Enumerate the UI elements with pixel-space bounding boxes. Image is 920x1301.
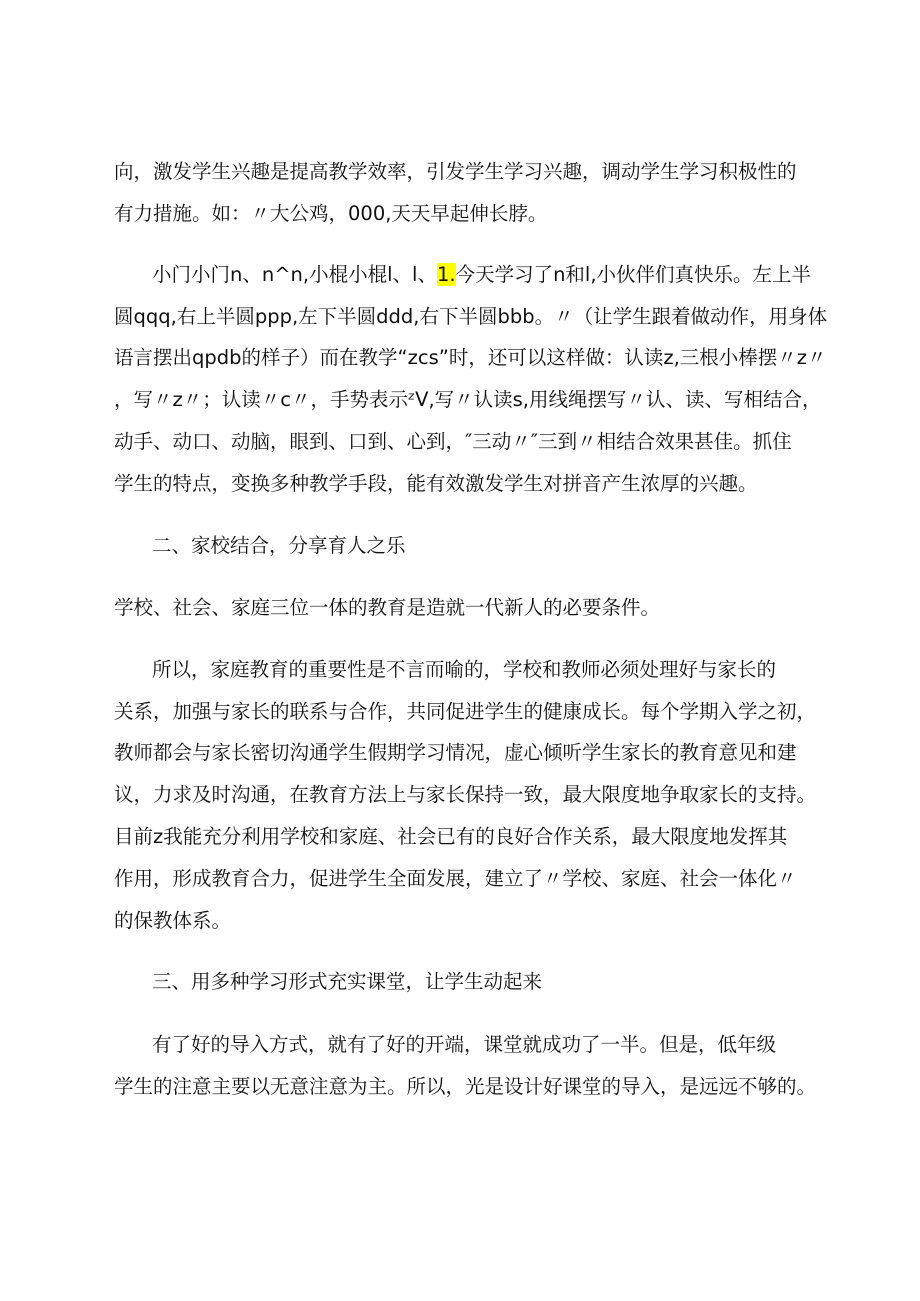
paragraph-line: 作用，形成教育合力，促进学生全面发展，建立了〃学校、家庭、社会一体化〃 <box>114 867 797 890</box>
highlighted-text: 1. <box>436 263 456 286</box>
paragraph-line: 学校、社会、家庭三位一体的教育是造就一代新人的必要条件。 <box>114 596 661 619</box>
paragraph-line: 所以，家庭教育的重要性是不言而喻的，学校和教师必须处理好与家长的 <box>152 658 777 681</box>
section-heading: 二、家校结合，分享育人之乐 <box>152 534 406 557</box>
paragraph-line: 有力措施。如：〃大公鸡，000,天天早起伸长脖。 <box>114 202 548 225</box>
paragraph-line: 的保教体系。 <box>114 909 232 932</box>
paragraph-line: 学生的特点，变换多种教学手段，能有效激发学生对拼音产生浓厚的兴趣。 <box>114 472 758 495</box>
section-heading: 三、用多种学习形式充实课堂，让学生动起来 <box>152 970 543 993</box>
paragraph-line: ，写〃z〃；认读〃c〃，手势表示ᶻV,写〃认读s,用线绳摆写〃认、读、写相结合， <box>114 388 822 411</box>
paragraph-line <box>152 258 842 292</box>
paragraph-line: 目前z我能充分利用学校和家庭、社会已有的良好合作关系，最大限度地发挥其 <box>114 825 788 848</box>
text-span: 今天学习了n和l,小伙伴们真快乐。左上半 <box>455 263 812 286</box>
paragraph-line: 圆qqq,右上半圆ppp,左下半圆ddd,右下半圆bbb。〃（让学生跟着做动作，用身体 <box>114 305 828 328</box>
paragraph-line: 动手、动口、动脑，眼到、口到、心到，″三动〃″三到〃相结合效果甚佳。抓住 <box>114 430 792 453</box>
text-span: 小门小门n、n^n,小棍小棍l、l、 <box>152 263 437 286</box>
paragraph-line: 教师都会与家长密切沟通学生假期学习情况，虚心倾听学生家长的教育意见和建 <box>114 741 797 764</box>
paragraph-line: 关系，加强与家长的联系与合作，共同促进学生的健康成长。每个学期入学之初， <box>114 700 817 723</box>
paragraph-line: 议，力求及时沟通，在教育方法上与家长保持一致，最大限度地争取家长的支持。 <box>114 783 817 806</box>
paragraph-line: 语言摆出qpdb的样子）而在教学“zcs”时，还可以这样做：认读z,三根小棒摆〃z〃 <box>114 346 827 369</box>
paragraph-line: 有了好的导入方式，就有了好的开端，课堂就成功了一半。但是，低年级 <box>152 1033 777 1056</box>
paragraph-line: 向，激发学生兴趣是提高教学效率，引发学生学习兴趣，调动学生学习积极性的 <box>114 160 797 183</box>
paragraph-line: 学生的注意主要以无意注意为主。所以，光是设计好课堂的导入，是远远不够的。 <box>114 1075 817 1098</box>
